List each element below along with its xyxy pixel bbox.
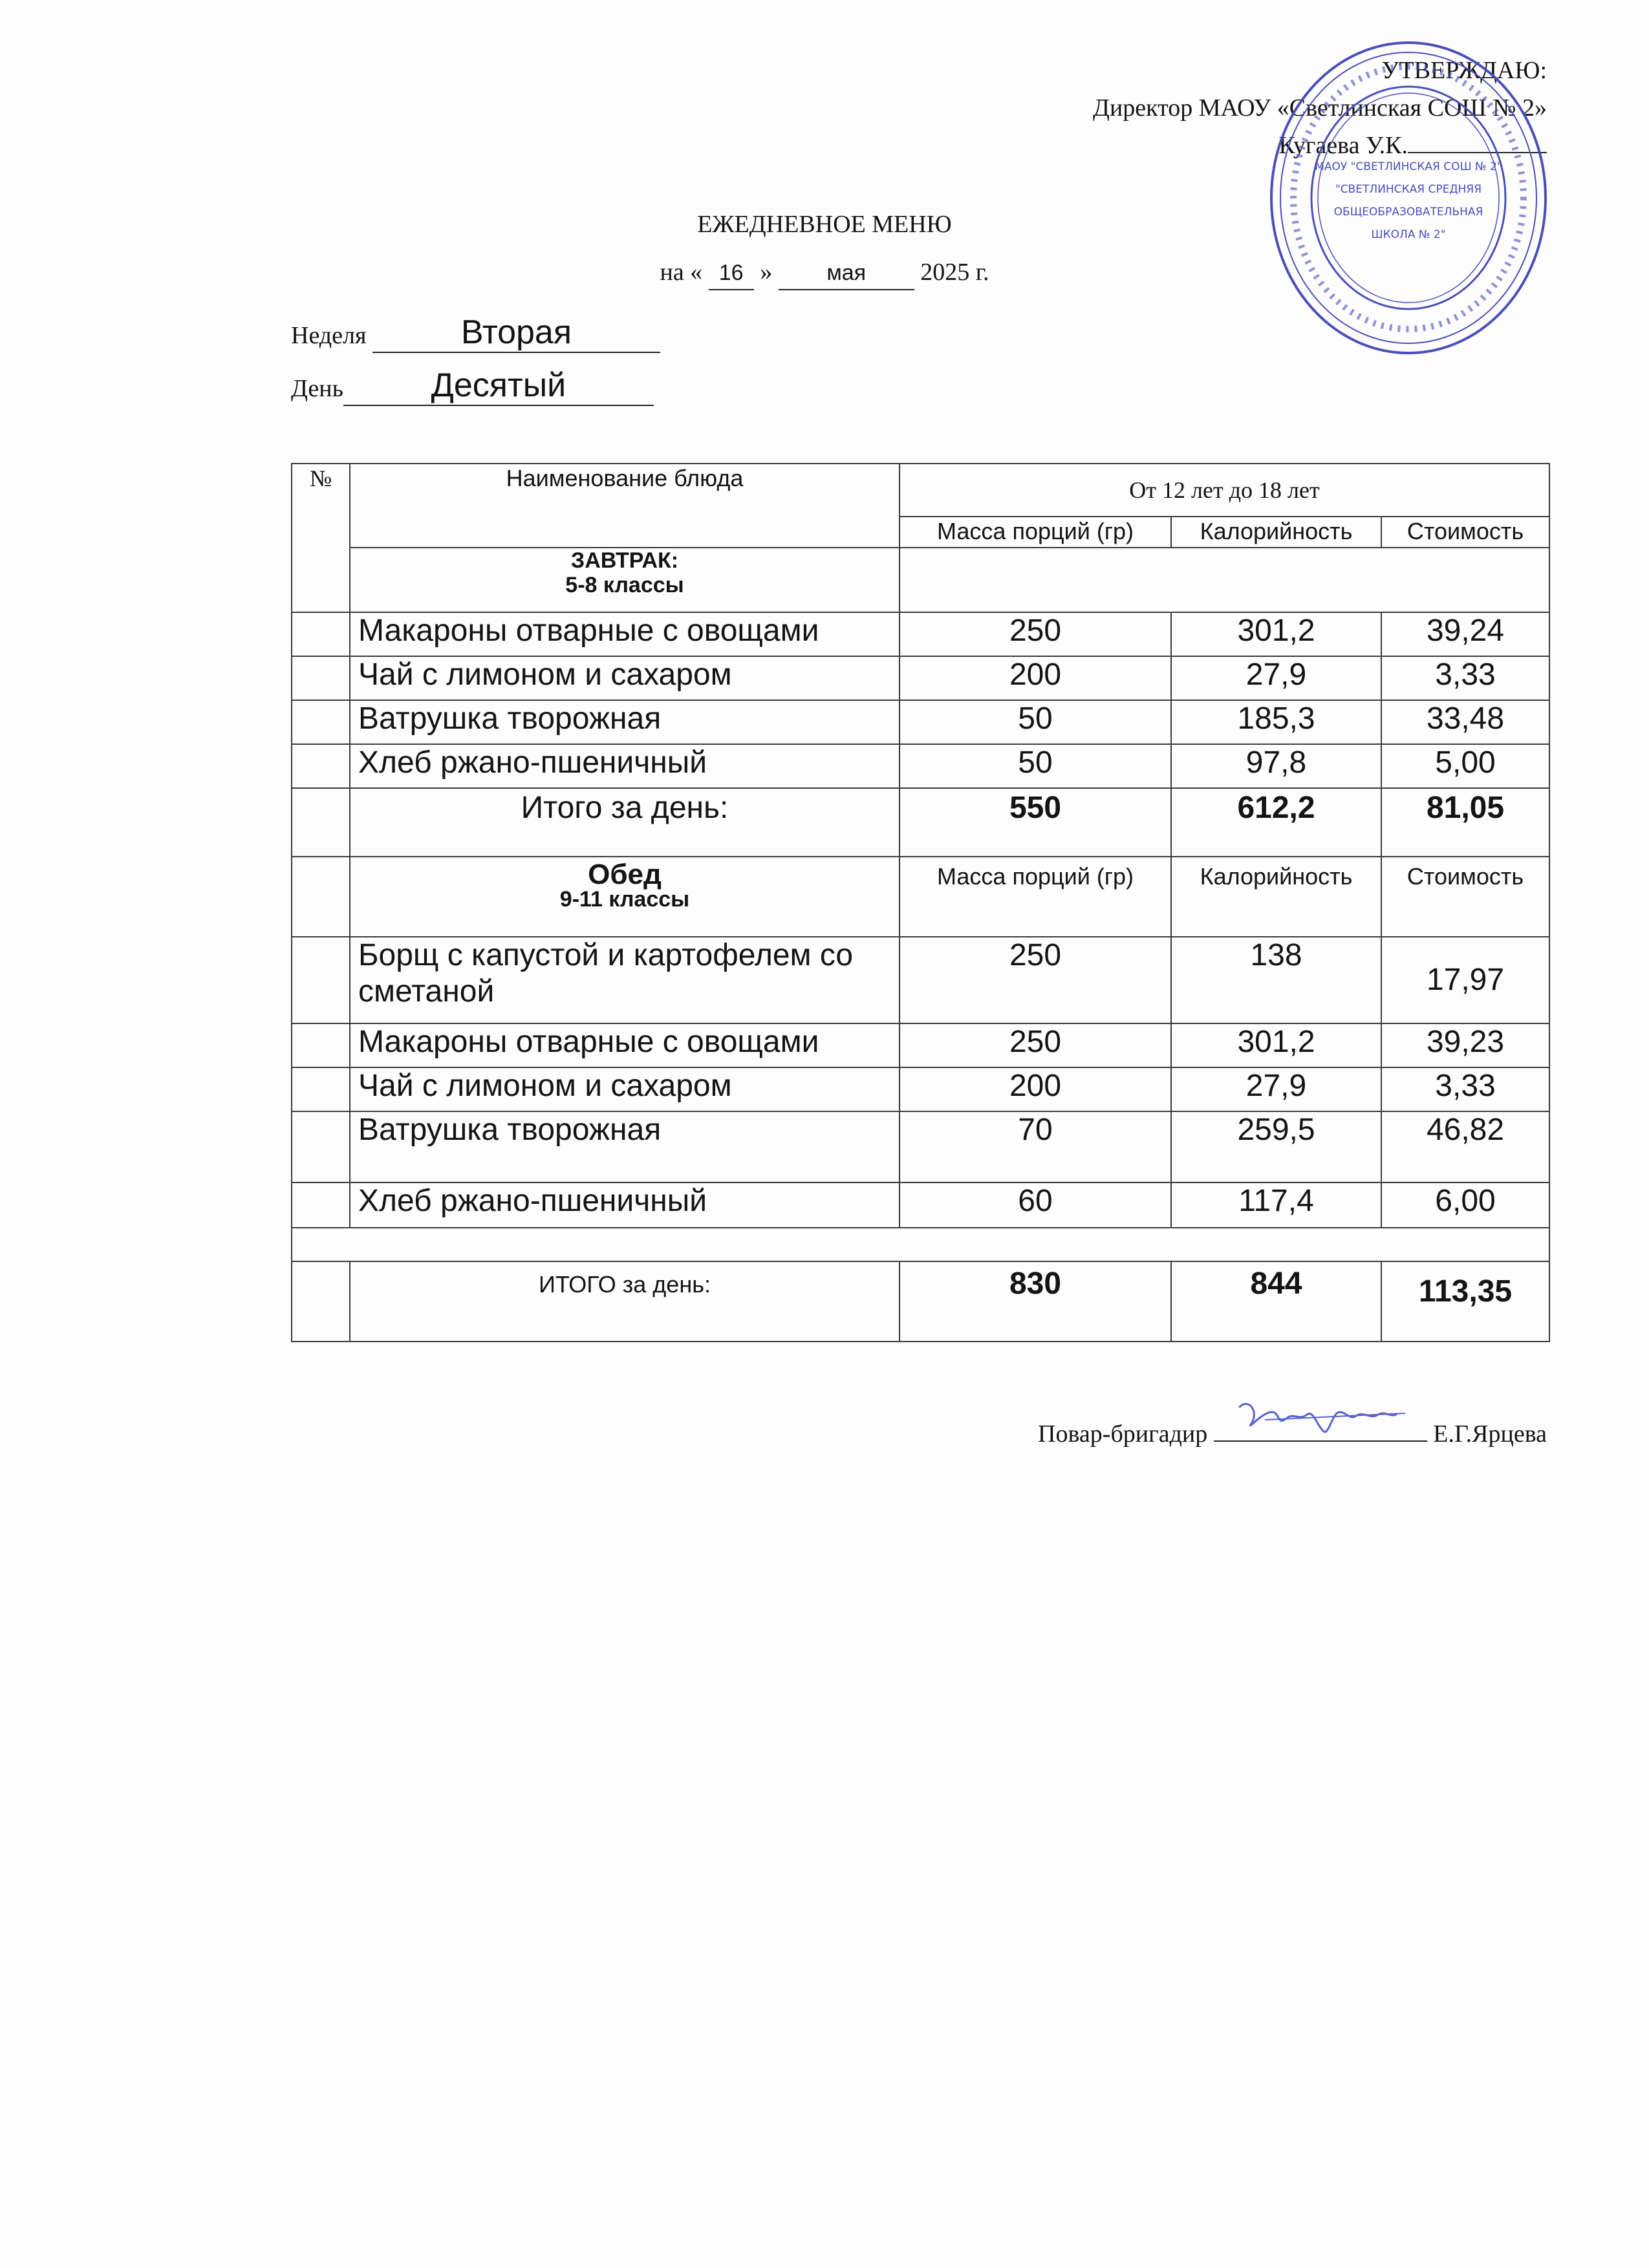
dish-cost: 33,48 <box>1381 700 1549 744</box>
dish-cost: 46,82 <box>1381 1111 1549 1182</box>
lunch-total-label: ИТОГО за день: <box>350 1261 900 1342</box>
dish-name: Ватрушка творожная <box>350 1111 900 1182</box>
approval-heading: УТВЕРЖДАЮ: <box>1381 57 1547 84</box>
col-kcal-header: Калорийность <box>1171 517 1381 548</box>
breakfast-total-mass: 550 <box>900 788 1171 857</box>
lunch-col-cost-header: Стоимость <box>1381 857 1549 937</box>
cook-name: Е.Г.Ярцева <box>1433 1420 1547 1448</box>
dish-name: Хлеб ржано-пшеничный <box>350 744 900 788</box>
dish-name: Макароны отварные с овощами <box>350 612 900 656</box>
dish-mass: 250 <box>900 937 1171 1023</box>
dish-name: Чай с лимоном и сахаром <box>350 1067 900 1111</box>
lunch-total-kcal: 844 <box>1171 1261 1381 1342</box>
menu-table <box>291 463 1550 1342</box>
dish-kcal: 27,9 <box>1171 1067 1381 1111</box>
age-group-header: От 12 лет до 18 лет <box>900 464 1549 517</box>
col-cost-header: Стоимость <box>1381 517 1549 548</box>
handwritten-signature <box>1227 1393 1421 1438</box>
table-row <box>292 700 1549 744</box>
breakfast-title-text: ЗАВТРАК: <box>570 548 679 573</box>
date-prefix: на « <box>660 259 703 286</box>
dish-mass: 50 <box>900 744 1171 788</box>
col-name-header: Наименование блюда <box>350 464 900 548</box>
lunch-subtitle-text: 9-11 классы <box>559 887 690 912</box>
breakfast-total-cost: 81,05 <box>1381 788 1549 857</box>
breakfast-total-row <box>292 788 1549 857</box>
table-row <box>292 1023 1549 1067</box>
dish-name: Ватрушка творожная <box>350 700 900 744</box>
approval-signer-name: Кугаева У.К. <box>1278 132 1408 159</box>
table-spacer-row <box>292 1228 1549 1261</box>
table-row <box>292 1067 1549 1111</box>
seal-text-3: ОБЩЕОБРАЗОВАТЕЛЬНАЯ <box>1333 206 1483 219</box>
table-row <box>292 612 1549 656</box>
dish-mass: 50 <box>900 700 1171 744</box>
table-row <box>292 1111 1549 1182</box>
dish-kcal: 301,2 <box>1171 1023 1381 1067</box>
breakfast-section-row <box>292 548 1549 612</box>
dish-cost: 6,00 <box>1381 1182 1549 1228</box>
dish-kcal: 117,4 <box>1171 1182 1381 1228</box>
date-line <box>0 256 1649 290</box>
day-value: Десятый <box>343 366 654 406</box>
day-line <box>291 366 654 408</box>
dish-mass: 70 <box>900 1111 1171 1182</box>
dish-cost: 39,23 <box>1381 1023 1549 1067</box>
col-number-header: № <box>292 464 350 612</box>
dish-mass: 250 <box>900 1023 1171 1067</box>
breakfast-total-label: Итого за день: <box>350 788 900 857</box>
dish-cost: 5,00 <box>1381 744 1549 788</box>
date-month: мая <box>779 257 914 290</box>
dish-kcal: 259,5 <box>1171 1111 1381 1182</box>
table-row <box>292 744 1549 788</box>
week-label: Неделя <box>291 322 367 349</box>
lunch-title <box>350 857 900 937</box>
lunch-total-mass: 830 <box>900 1261 1171 1342</box>
dish-kcal: 97,8 <box>1171 744 1381 788</box>
cook-signature-blank <box>1214 1415 1427 1442</box>
document-title: ЕЖЕДНЕВНОЕ МЕНЮ <box>697 211 952 238</box>
table-row <box>292 656 1549 700</box>
dish-name: Макароны отварные с овощами <box>350 1023 900 1067</box>
lunch-total-row <box>292 1261 1549 1342</box>
dish-cost: 3,33 <box>1381 656 1549 700</box>
seal-text-1: МАОУ "СВЕТЛИНСКАЯ СОШ № 2" <box>1315 160 1502 173</box>
lunch-col-mass-header: Масса порций (гр) <box>900 857 1171 937</box>
dish-name: Чай с лимоном и сахаром <box>350 656 900 700</box>
cook-signature-line <box>1038 1415 1547 1453</box>
dish-cost: 17,97 <box>1381 937 1549 1023</box>
breakfast-title <box>350 548 900 612</box>
dish-mass: 60 <box>900 1182 1171 1228</box>
cook-position: Повар-бригадир <box>1038 1420 1208 1448</box>
dish-name: Борщ с капустой и картофелем со сметаной <box>350 937 900 1023</box>
lunch-section-row <box>292 857 1549 937</box>
table-header-row <box>292 464 1549 517</box>
dish-kcal: 301,2 <box>1171 612 1381 656</box>
lunch-title-text: Обед <box>588 859 662 890</box>
date-year: 2025 г. <box>920 259 989 286</box>
date-mid: » <box>760 259 773 286</box>
lunch-col-kcal-header: Калорийность <box>1171 857 1381 937</box>
dish-cost: 3,33 <box>1381 1067 1549 1111</box>
week-line <box>291 313 660 355</box>
dish-mass: 200 <box>900 1067 1171 1111</box>
dish-name: Хлеб ржано-пшеничный <box>350 1182 900 1228</box>
col-mass-header: Масса порций (гр) <box>900 517 1171 548</box>
dish-kcal: 185,3 <box>1171 700 1381 744</box>
dish-mass: 250 <box>900 612 1171 656</box>
dish-kcal: 27,9 <box>1171 656 1381 700</box>
breakfast-empty-cell <box>900 548 1549 612</box>
approval-director: Директор МАОУ «Светлинская СОШ № 2» <box>1093 94 1547 122</box>
dish-mass: 200 <box>900 656 1171 700</box>
table-row <box>292 1182 1549 1228</box>
breakfast-total-kcal: 612,2 <box>1171 788 1381 857</box>
week-value: Вторая <box>372 313 660 353</box>
school-seal-stamp <box>1266 31 1551 361</box>
lunch-total-cost: 113,35 <box>1381 1261 1549 1342</box>
seal-text-2: "СВЕТЛИНСКАЯ СРЕДНЯЯ <box>1335 183 1482 196</box>
date-day: 16 <box>709 257 754 290</box>
dish-cost: 39,24 <box>1381 612 1549 656</box>
table-row <box>292 937 1549 1023</box>
day-label: День <box>291 375 343 402</box>
breakfast-subtitle-text: 5-8 классы <box>565 573 684 597</box>
dish-kcal: 138 <box>1171 937 1381 1023</box>
seal-text-4: ШКОЛА № 2" <box>1371 228 1446 241</box>
